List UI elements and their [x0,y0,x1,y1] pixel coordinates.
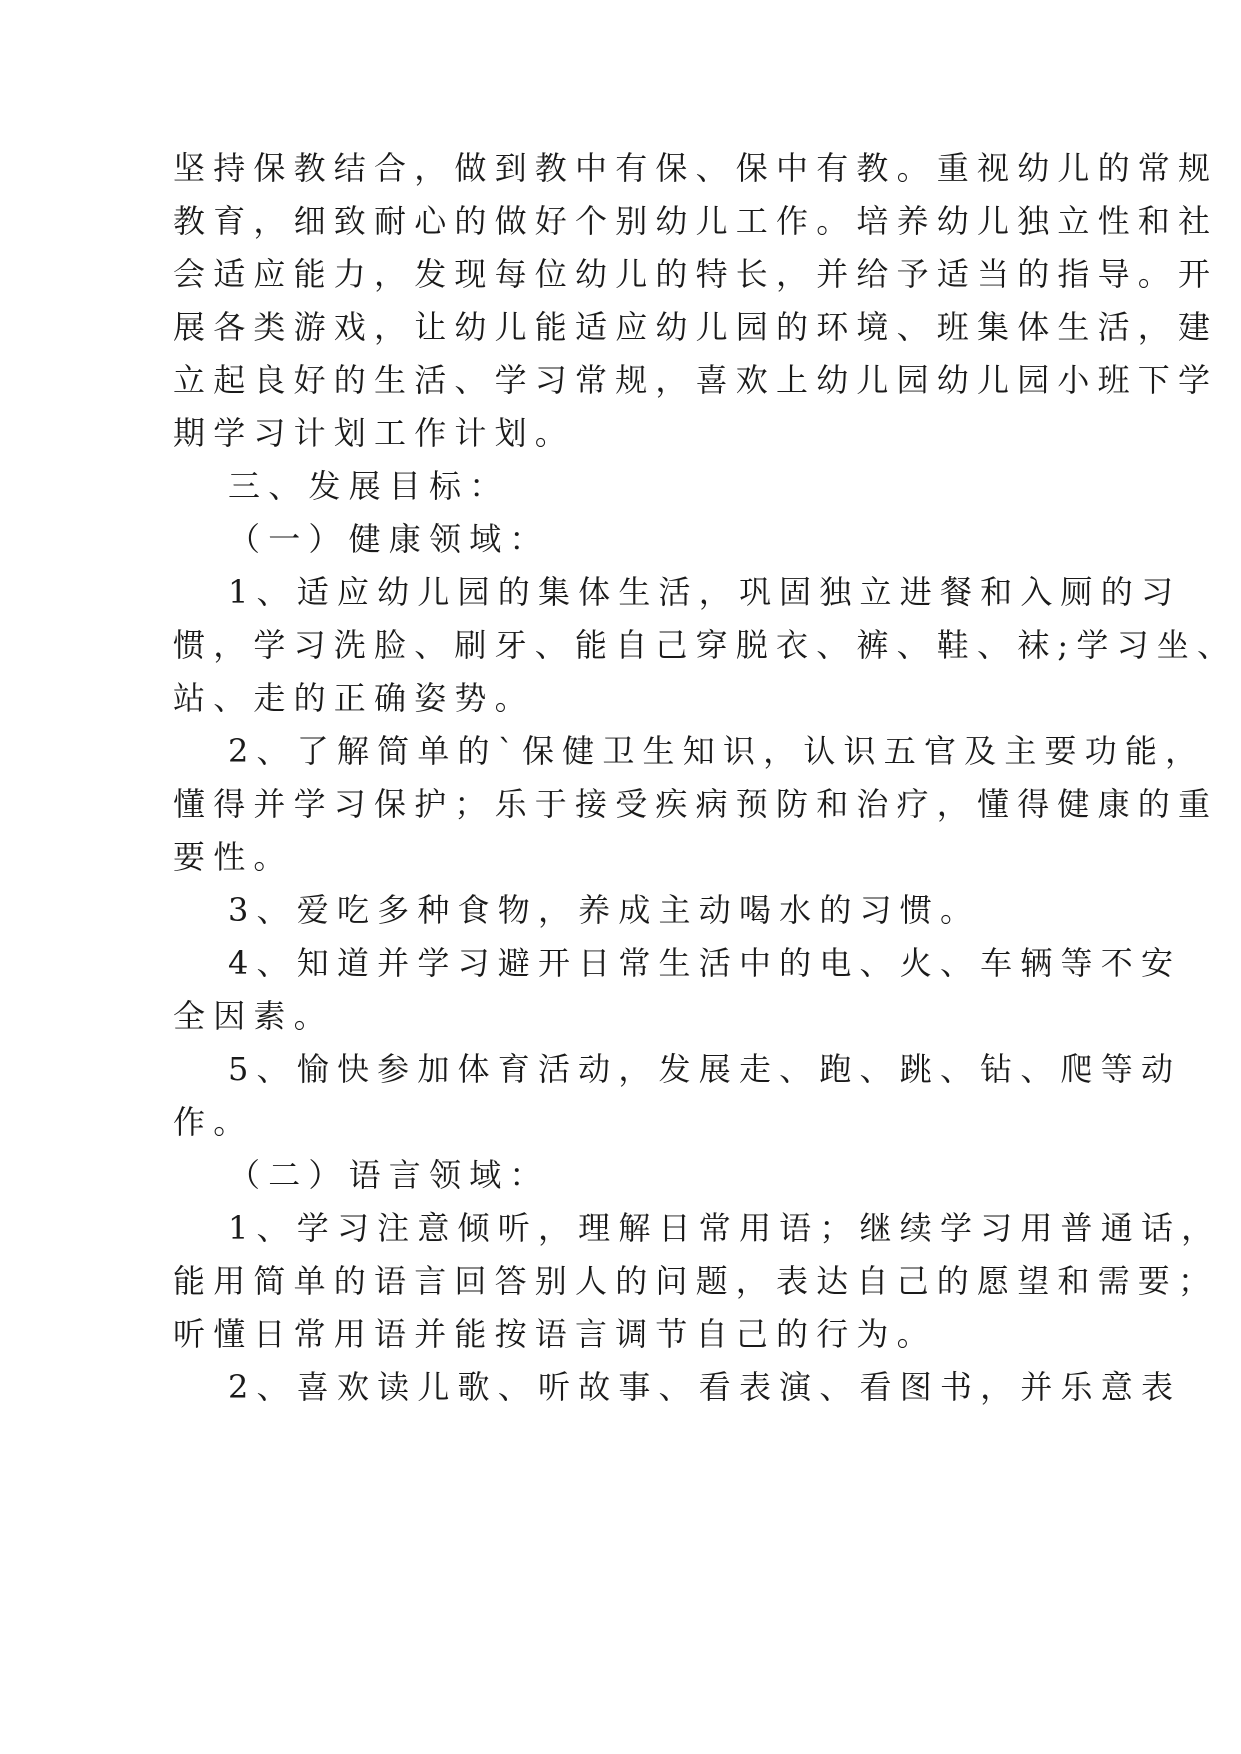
paragraph-line: 1、学习注意倾听，理解日常用语；继续学习用普通话， [228,1209,1222,1247]
paragraph-line: 听懂日常用语并能按语言调节自己的行为。 [173,1315,937,1353]
paragraph-line: 站、走的正确姿势。 [173,679,535,717]
subsection-heading: （一）健康领域： [228,520,550,558]
paragraph-line: 4、知道并学习避开日常生活中的电、火、车辆等不安 [228,944,1182,982]
paragraph-line: 1、适应幼儿园的集体生活，巩固独立进餐和入厕的习 [228,573,1182,611]
paragraph-line: 全因素。 [173,997,334,1035]
paragraph-line: 能用简单的语言回答别人的问题，表达自己的愿望和需要； [173,1262,1219,1300]
paragraph-line: 坚持保教结合，做到教中有保、保中有教。重视幼儿的常规 [173,149,1219,187]
paragraph-line: 2、喜欢读儿歌、听故事、看表演、看图书，并乐意表 [228,1368,1182,1406]
paragraph-line: 立起良好的生活、学习常规，喜欢上幼儿园幼儿园小班下学 [173,361,1219,399]
section-heading: 三、发展目标： [228,467,510,505]
paragraph-line: 懂得并学习保护；乐于接受疾病预防和治疗，懂得健康的重 [173,785,1219,823]
subsection-heading: （二）语言领域： [228,1156,550,1194]
paragraph-line: 要性。 [173,838,294,876]
paragraph-line: 作。 [173,1103,254,1141]
paragraph-line: 3、爱吃多种食物，养成主动喝水的习惯。 [228,891,981,929]
paragraph-line: 5、愉快参加体育活动，发展走、跑、跳、钻、爬等动 [228,1050,1182,1088]
paragraph-line: 惯，学习洗脸、刷牙、能自己穿脱衣、裤、鞋、袜;学习坐、 [173,626,1238,664]
paragraph-line: 教育，细致耐心的做好个别幼儿工作。培养幼儿独立性和社 [173,202,1219,240]
paragraph-line: 展各类游戏，让幼儿能适应幼儿园的环境、班集体生活，建 [173,308,1219,346]
paragraph-line: 会适应能力，发现每位幼儿的特长，并给予适当的指导。开 [173,255,1219,293]
paragraph-line: 期学习计划工作计划。 [173,414,576,452]
paragraph-line: 2、了解简单的`保健卫生知识，认识五官及主要功能， [228,732,1206,770]
